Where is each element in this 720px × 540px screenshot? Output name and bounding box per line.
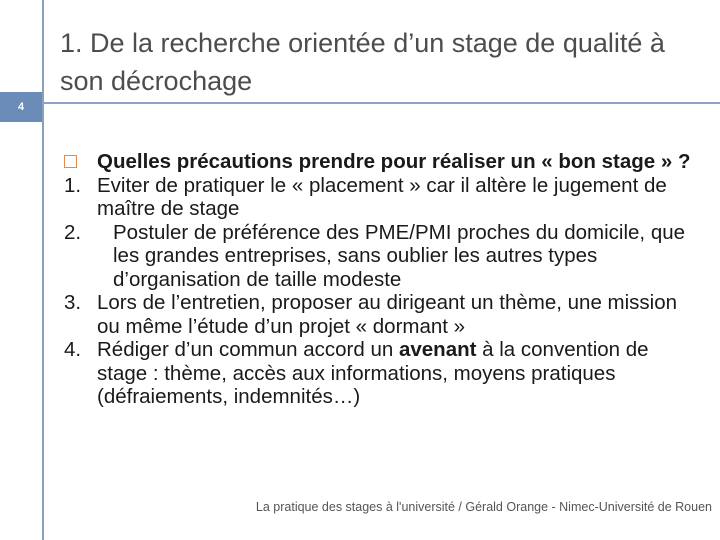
list-item-number: 2.: [64, 220, 82, 244]
slide-title: 1. De la recherche orientée d’un stage de qualité à son décrochage: [60, 28, 665, 96]
list-item: [64, 174, 704, 221]
list-item-number: 3.: [64, 291, 82, 314]
slide-number: 4: [0, 92, 42, 122]
list-item-number: 4.: [64, 338, 82, 361]
title-underline: [42, 102, 720, 104]
list-item-text: Eviter de pratiquer le « placement » car il altère le jugement de maître de stage: [97, 173, 667, 220]
list-item-text-end: à la convention de stage : thème, accès aux informations, moyens pratiques (défraiements, indemnités…): [97, 338, 649, 408]
list-item-number: 1.: [64, 173, 82, 197]
question-bullet: [64, 150, 704, 174]
list-item-text: Postuler de préférence des PME/PMI proches du domicile, que les grandes entreprises, sans oublier les autres types d’organisation de taille modeste: [113, 220, 686, 291]
list-item-bold-word: avenant: [398, 338, 477, 361]
question-text: Quelles précautions prendre pour réaliser un « bon stage » ?: [97, 150, 691, 173]
left-divider: [42, 0, 44, 540]
square-bullet-icon: [64, 155, 77, 168]
slide-content: [64, 150, 704, 409]
list-item-text: Lors de l’entretien, proposer au dirigeant un thème, une mission ou même l’étude d’un projet « dormant »: [97, 291, 678, 338]
slide-footer: La pratique des stages à l'université / Gérald Orange - Nimec-Université de Rouen: [255, 500, 712, 514]
list-item-text-start: Rédiger d’un commun accord un: [97, 338, 399, 361]
list-item: [64, 221, 704, 292]
list-item: [64, 338, 704, 409]
list-item: [64, 291, 704, 338]
